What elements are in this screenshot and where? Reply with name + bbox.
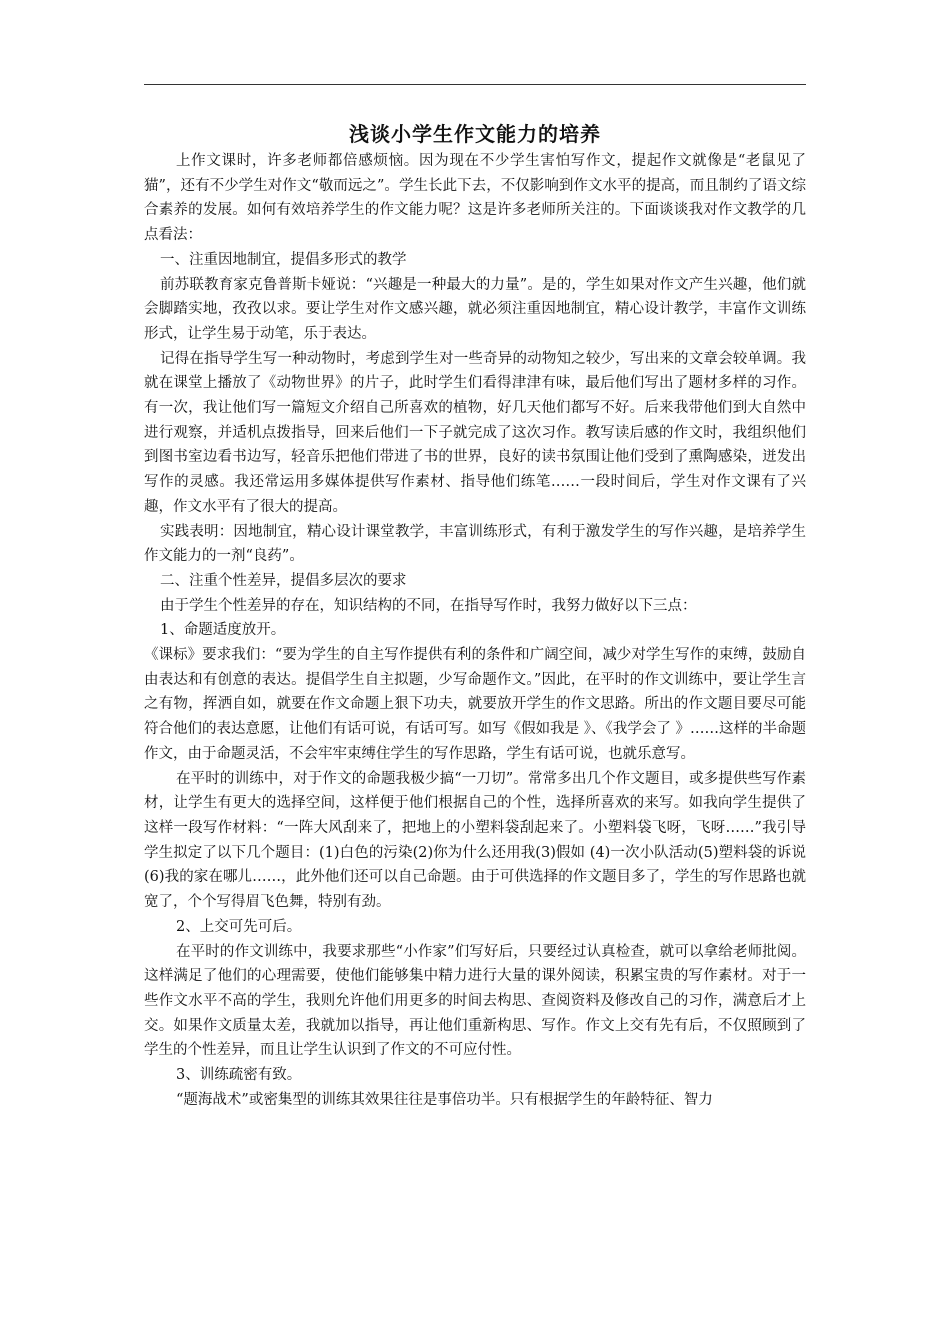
paragraph: 《课标》要求我们：“要为学生的自主写作提供有利的条件和广阔空间，减少对学生写作的束缚，鼓励自由表达和有创意的表达。提倡学生自主拟题，少写命题作文。”因此，在平时的作文训练中，要让学生言之有物，挥洒自如，就要在作文命题上狠下功夫，就要放开学生的作文思路。所出的作文题目要尽可能符合他们的表达意愿，让他们有话可说，有话可写。如写《假如我是 》、《我学会了 》……这样的半命题作文，由于命题灵活，不会牢牢束缚住学生的写作思路，学生有话可说，也就乐意写。 <box>144 647 806 762</box>
paragraph: 上作文课时，许多老师都倍感烦恼。因为现在不少学生害怕写作文，提起作文就像是“老鼠见了猫”，还有不少学生对作文“敬而远之”。学生长此下去，不仅影响到作文水平的提高，而且制约了语文综合素养的发展。如何有效培养学生的作文能力呢？这是许多老师所关注的。下面谈谈我对作文教学的几点看法： <box>144 153 806 244</box>
paragraph: 实践表明：因地制宜，精心设计课堂教学，丰富训练形式，有利于激发学生的写作兴趣，是培养学生作文能力的一剂“良药”。 <box>144 523 806 565</box>
paragraph: 2、上交可先可后。 <box>176 918 302 935</box>
paragraph: “题海战术”或密集型的训练其效果往往是事倍功半。只有根据学生的年龄特征、智力 <box>176 1091 713 1108</box>
header-rule <box>144 84 806 85</box>
paragraph: 二、注重个性差异，提倡多层次的要求 <box>160 572 407 589</box>
paragraph: 3、训练疏密有致。 <box>176 1067 302 1084</box>
paragraph: 由于学生个性差异的存在，知识结构的不同，在指导写作时，我努力做好以下三点： <box>160 597 697 614</box>
paragraph: 在平时的作文训练中，我要求那些“小作家”们写好后，只要经过认真检查，就可以拿给老师批阅。这样满足了他们的心理需要，使他们能够集中精力进行大量的课外阅读，积累宝贵的写作素材。对于一些作文水平不高的学生，我则允许他们用更多的时间去构思、查阅资料及修改自己的习作，满意后才上交。如果作文质量太差，我就加以指导，再让他们重新构思、写作。作文上交有先有后，不仅照顾到了学生的个性差异，而且让学生认识到了作文的不可应付性。 <box>144 943 806 1059</box>
paragraph: 记得在指导学生写一种动物时，考虑到学生对一些奇异的动物知之较少，写出来的文章会较单调。我就在课堂上播放了《动物世界》的片子，此时学生们看得津津有味，最后他们写出了题材多样的习作。有一次，我让他们写一篇短文介绍自己所喜欢的植物，好几天他们都写不好。后来我带他们到大自然中进行观察，并适机点拨指导，回来后他们一下子就完成了这次习作。教写读后感的作文时，我组织他们到图书室边看书边写，轻音乐把他们带进了书的世界，良好的读书氛围让他们受到了熏陶感染，迸发出写作的灵感。我还常运用多媒体提供写作素材、指导他们练笔……一段时间后，学生对作文课有了兴趣，作文水平有了很大的提高。 <box>144 350 806 515</box>
paragraph-list <box>144 149 806 1112</box>
document-body <box>144 120 806 1112</box>
paragraph: 前苏联教育家克鲁普斯卡娅说：“兴趣是一种最大的力量”。是的，学生如果对作文产生兴趣，他们就会脚踏实地，孜孜以求。要让学生对作文感兴趣，就必须注重因地制宜，精心设计教学，丰富作文训练形式，让学生易于动笔，乐于表达。 <box>144 276 806 342</box>
paragraph: 在平时的训练中，对于作文的命题我极少搞“一刀切”。常常多出几个作文题目，或多提供些写作素材，让学生有更大的选择空间，这样便于他们根据自己的个性，选择所喜欢的来写。如我向学生提供了这样一段写作材料：“一阵大风刮来了，把地上的小塑料袋刮起来了。小塑料袋飞呀，飞呀……”我引导学生拟定了以下几个题目：(1)白色的污染(2)你为什么还用我(3)假如 (4)一次小队活动(5)塑料袋的诉说(6)我的家在哪儿……，此外他们还可以自己命题。由于可供选择的作文题目多了，学生的写作思路也就宽了，个个写得眉飞色舞，特别有劲。 <box>144 770 806 911</box>
document-title: 浅谈小学生作文能力的培养 <box>349 122 601 146</box>
paragraph: 一、注重因地制宜，提倡多形式的教学 <box>160 251 407 268</box>
paragraph: 1、命题适度放开。 <box>160 622 286 639</box>
